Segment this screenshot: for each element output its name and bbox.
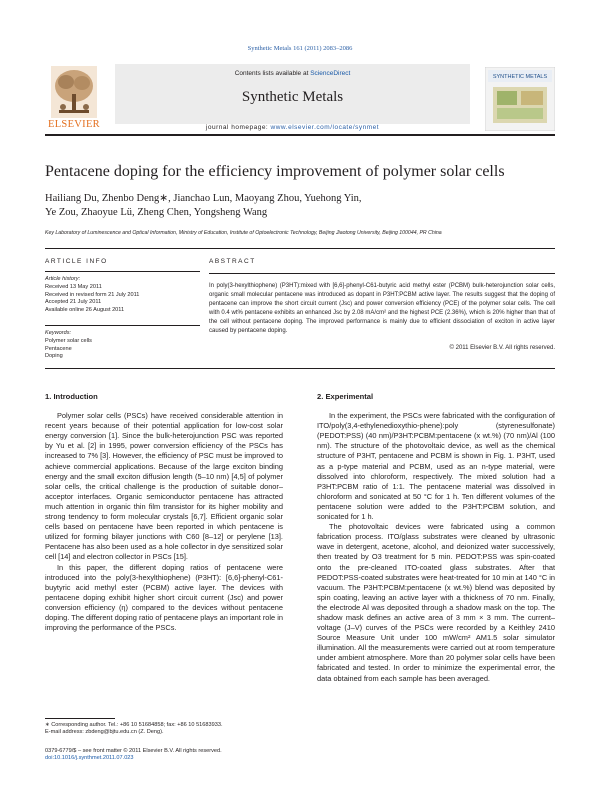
journal-citation[interactable]: Synthetic Metals 161 (2011) 2083–2086 (247, 45, 353, 52)
keyword-item: Pentacene (45, 345, 72, 352)
contents-prefix: Contents lists available at (234, 70, 311, 77)
cover-thumbnail (485, 67, 555, 131)
history-revised: Received in revised form 21 July 2011 (45, 291, 140, 298)
history-label: Article history: (45, 276, 81, 282)
abstract-text: In poly(3-hexylthiophene) (P3HT):mixed with [6,6]-phenyl-C61-butyric acid methyl ester (PCBM) bulk-heterojunction solar cells, organic small molecular pentacene was introduced as dopant in P3HT:PCBM active layer. The results suggest that the doping of pentacene can improve the short circuit current (Jsc) and power conversion efficiency (PCE) of the polymer solar cells. The cell with 0.4 wt% pentacene exhibits an enhanced Jsc by 2.08 mA/cm² and the highest PCE (2.36%), which is 20% higher than that of the cell without pentacene doping. The improved performance is mainly due to efficient dissociation of exciton in active layer caused by pentacene doping. (209, 283, 555, 334)
experimental-heading: 2. Experimental (317, 392, 374, 401)
introduction-paragraph-2: In this paper, the different doping ratios of pentacene were introduced into the poly(3-hexylthiophene) (P3HT): [6,6]-phenyl-C61-buytyric acid methyl ester (PCBM) active layer. The devices with pentacene doping exhibit higher short circuit current (Jsc) and power conversion efficiency (η) compared to the devices without pentacene doping. The different doping ratio of pentacene plays an important role in improving the performance of the PSCs. (45, 562, 283, 633)
experimental-paragraph-2: The photovoltaic devices were fabricated using a common fabrication process. ITO/glass substrates were cleaned by ultrasonic wave in detergent, acetone, alcohol, and deionized water successively, then treated by O3 treatment for 5 min. PEDOT:PSS was spin-coated onto the pre-cleaned ITO-coated glass substrates. After that PEDOT:PSS-coated substrates were heat-treated for 10 min at 140 °C in vacuum. The P3HT:PCBM:pentacene (x wt.%) blend was deposited by spin coating, leaving an active layer with a thickness of 70 nm. Finally, the electrode Al was deposited through a shadow mask on the top. The shadow mask defines an active area of 3 mm × 3 mm. The current–voltage (J–V) curves of the PSCs were recorded by a Keithley 2410 Source Measure Unit under 100 mW/cm² AM1.5 solar simulator illumination. All the measurements were carried out at room temperature under ambient atmosphere. More than 20 polymer solar cells have been fabricated and tested. In order to minimize the experimental error, the data obtained from each sample has been averaged. (317, 522, 555, 683)
footnote-rule (45, 718, 115, 719)
article-history (45, 271, 200, 315)
cover-title: SYNTHETIC METALS (492, 74, 548, 80)
homepage-label: journal homepage: (205, 124, 271, 131)
authors-line-2: Ye Zou, Zhaoyue Lü, Zheng Chen, Yongsheng Wang (45, 206, 268, 218)
journal-header-box (115, 64, 470, 131)
article-title: Pentacene doping for the efficiency improvement of polymer solar cells (45, 163, 505, 180)
abstract-heading: ABSTRACT (209, 258, 256, 265)
experimental-paragraph-1: In the experiment, the PSCs were fabricated with the configuration of ITO/poly(3,4-ethylenedioxythio-phene):poly (styrenesulfonate) (PEDOT:PSS) (40 nm)/P3HT:PCBM:pentacene (x wt.%) (70 nm)/Al (100 nm). The structure of the photovoltaic device, as well as the chemical structure of P3HT, pentacene and PCBM is shown in Fig. 1. P3HT, used as a p-type material and PCBM, used as an n-type material, were dissolved into chloroform, respectively. The mixed solution had a P3HT:PCBM ratio of 1:1. The pentacene material was dissolved in chloroform and sonicated at 50 °C for 1 h. Ten different volumes of the pentacene solution were added to the P3HT:PCBM solution, and sonicated for 1 h. (317, 411, 555, 522)
abstract-rule (209, 273, 555, 274)
article-info-heading: ARTICLE INFO (45, 258, 108, 265)
abstract-copyright: © 2011 Elsevier B.V. All rights reserved. (449, 345, 555, 351)
history-received: Received 13 May 2011 (45, 283, 102, 290)
journal-cover-image (485, 67, 555, 131)
contents-line (115, 70, 470, 77)
section-divider (45, 368, 555, 369)
history-online: Available online 26 August 2011 (45, 307, 125, 314)
corresponding-author-note: ∗ Corresponding author. Tel.: +86 10 51684858; fax: +86 10 51683933. (45, 722, 223, 728)
keywords (45, 325, 200, 361)
author-affiliation: Key Laboratory of Luminescence and Optical Information, Ministry of Education, Institute of Optoelectronic Technology, Beijing Jiaotong University, Beijing 100044, PR China (45, 230, 442, 236)
authors-line-1: Hailiang Du, Zhenbo Deng∗, Jianchao Lun, Maoyang Zhou, Yuehong Yin, (45, 193, 362, 204)
introduction-heading: 1. Introduction (45, 392, 98, 401)
keyword-item: Doping (45, 353, 63, 360)
elsevier-tree-icon (51, 66, 97, 118)
email-note[interactable]: E-mail address: zbdeng@bjtu.edu.cn (Z. Deng). (45, 729, 164, 736)
article-info (45, 258, 200, 361)
experimental-section (317, 392, 555, 684)
keyword-item: Polymer solar cells (45, 337, 92, 344)
sciencedirect-link[interactable]: ScienceDirect (310, 70, 351, 77)
introduction-paragraph-1: Polymer solar cells (PSCs) have received considerable attention in recent years because of their potential application for low-cost solar energy conversion [1]. Since the bulk-heterojunction PSC was reported by Yu et al. [2] in 1995, power conversion efficiency of the PSCs has increased to 7% [3]. However, the efficiency of PSC must be improved to achieve commercial applications. Because of the large exciton binding energy and the small exciton diffusion length (5–10 nm) [4,5] of polymer solar cells, the critical challenge is the production of suitable donor–acceptor interfaces. Organic semiconductor pentacene has attracted much attention in organic thin film transistor for its higher mobility and strong tendency to form molecular crystals [6,7]. Efficient organic solar cells based on pentacene have been reported in which pentacene is utilized for forming bilayer junctions with C60 [8–12] or perylene [13]. Pentacene has also been used as a hole collector in dye sensitized solar cell [14] and electron collector in PSCs [15]. (45, 411, 283, 562)
journal-masthead (45, 64, 555, 136)
journal-title: Synthetic Metals (241, 89, 344, 105)
publisher-logo-text: ELSEVIER (48, 119, 100, 130)
issn-line: 0379-6779/$ – see front matter © 2011 Elsevier B.V. All rights reserved. (45, 748, 222, 754)
keywords-label: Keywords: (45, 329, 72, 336)
homepage-url-link[interactable]: www.elsevier.com/locate/synmet (270, 124, 380, 131)
footnotes (45, 722, 283, 737)
publication-info (45, 748, 345, 763)
doi-link[interactable]: doi:10.1016/j.synthmet.2011.07.023 (45, 755, 134, 762)
history-accepted: Accepted 21 July 2011 (45, 299, 102, 306)
author-list (45, 192, 555, 219)
journal-homepage (115, 124, 470, 131)
elsevier-logo[interactable] (45, 64, 103, 134)
section-divider (45, 248, 555, 249)
introduction-section (45, 392, 283, 633)
